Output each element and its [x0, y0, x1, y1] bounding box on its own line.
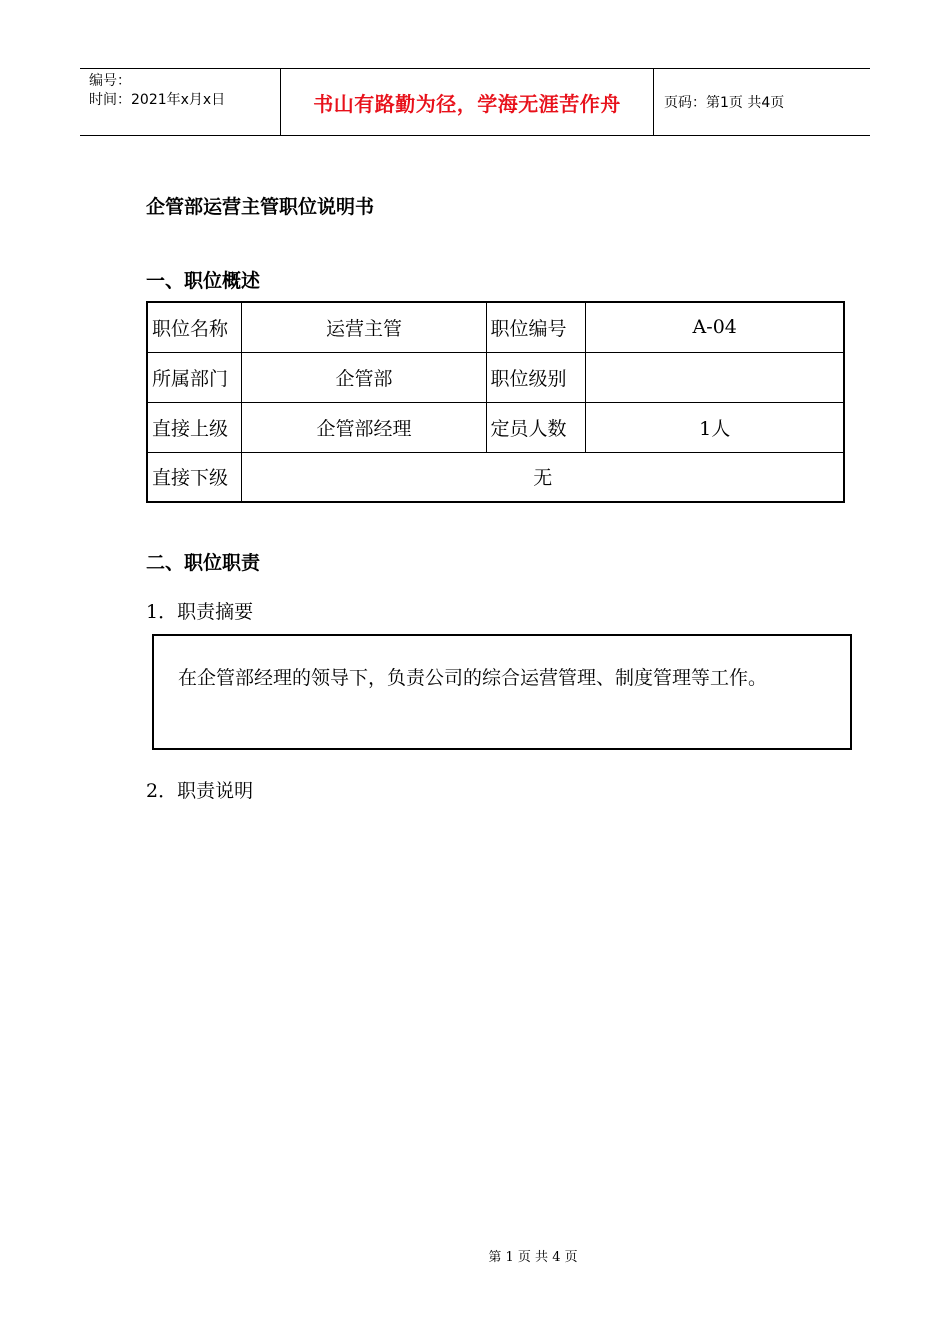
table-row	[147, 452, 844, 502]
header-meta	[80, 69, 281, 135]
subheading-duty-summary: 1．职责摘要	[146, 601, 254, 623]
document-title: 企管部运营主管职位说明书	[146, 196, 375, 218]
table-value: 企管部经理	[242, 402, 486, 452]
table-value	[586, 352, 844, 402]
duty-summary-text: 在企管部经理的领导下，负责公司的综合运营管理、制度管理等工作。	[178, 667, 768, 689]
table-row	[147, 352, 844, 402]
table-label: 定员人数	[486, 402, 586, 452]
table-label: 职位编号	[486, 302, 586, 352]
section-heading-overview: 一、职位概述	[146, 270, 261, 292]
table-value: 无	[242, 452, 844, 502]
document-time-label: 时间：2021年x月x日	[89, 92, 226, 108]
subheading-duty-detail: 2．职责说明	[146, 780, 254, 802]
table-label: 职位级别	[486, 352, 586, 402]
page-footer: 第 1 页 共 4 页	[488, 1250, 578, 1265]
table-value: A-04	[586, 302, 844, 352]
position-overview-table	[146, 301, 845, 503]
table-label: 直接下级	[147, 452, 242, 502]
document-number-label: 编号：	[89, 73, 131, 89]
table-label: 职位名称	[147, 302, 242, 352]
header-slogan: 书山有路勤为径，学海无涯苦作舟	[281, 69, 654, 135]
header-page-info: 页码：第1页 共4页	[664, 95, 785, 111]
duty-summary-box	[152, 634, 852, 750]
table-row	[147, 302, 844, 352]
table-label: 所属部门	[147, 352, 242, 402]
table-value: 运营主管	[242, 302, 486, 352]
table-row	[147, 402, 844, 452]
page-header	[80, 68, 870, 136]
table-label: 直接上级	[147, 402, 242, 452]
section-heading-duties: 二、职位职责	[146, 552, 261, 574]
table-value: 1人	[586, 402, 844, 452]
table-value: 企管部	[242, 352, 486, 402]
